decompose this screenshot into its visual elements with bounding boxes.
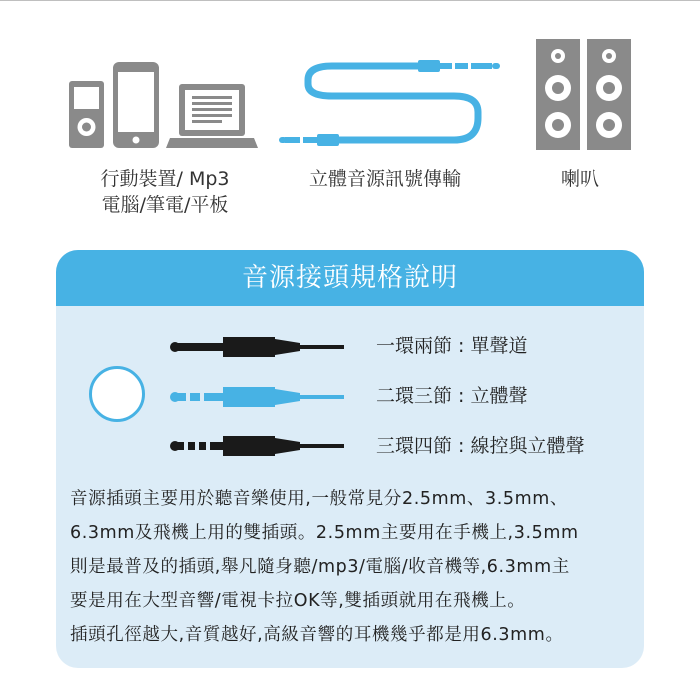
panel-title: 音源接頭規格說明 <box>56 250 644 306</box>
audio-cable-icon <box>279 60 500 146</box>
mono-plug-icon <box>170 337 344 357</box>
speaker-icon <box>536 39 580 150</box>
description-line: 插頭孔徑越大,音質越好,高級音響的耳機幾乎都是用6.3mm。 <box>70 625 564 645</box>
illustration-row <box>0 0 700 170</box>
device-caption-line1: 行動裝置/ Mp3 <box>100 168 230 190</box>
plug-label-stereo: 二環三節 : 立體聲 <box>376 385 528 407</box>
description-line: 要是用在大型音響/電視卡拉OK等,雙插頭就用在飛機上。 <box>70 591 526 611</box>
device-caption-line2: 電腦/筆電/平板 <box>101 194 229 216</box>
description-line: 6.3mm及飛機上用的雙插頭。2.5mm主要用在手機上,3.5mm <box>70 523 579 543</box>
cable-caption: 立體音源訊號傳輸 <box>308 168 461 190</box>
stereo-plug-icon <box>170 387 344 407</box>
plug-diagrams <box>160 330 360 460</box>
description-line: 音源插頭主要用於聽音樂使用,一般常見分2.5mm、3.5mm、 <box>70 489 569 509</box>
trrs-plug-icon <box>170 436 344 456</box>
description-line: 則是最普及的插頭,舉凡隨身聽/mp3/電腦/收音機等,6.3mm主 <box>70 557 570 577</box>
jack-socket-icon <box>89 366 145 422</box>
description-text <box>70 482 640 652</box>
speaker-caption: 喇叭 <box>560 168 599 190</box>
plug-label-mono: 一環兩節 : 單聲道 <box>376 335 528 357</box>
device-caption <box>80 166 250 218</box>
speaker-icon <box>587 39 631 150</box>
plug-label-trrs: 三環四節 : 線控與立體聲 <box>376 435 585 457</box>
mp3-player-icon <box>69 81 104 148</box>
laptop-icon <box>166 84 258 148</box>
smartphone-icon <box>113 62 159 148</box>
